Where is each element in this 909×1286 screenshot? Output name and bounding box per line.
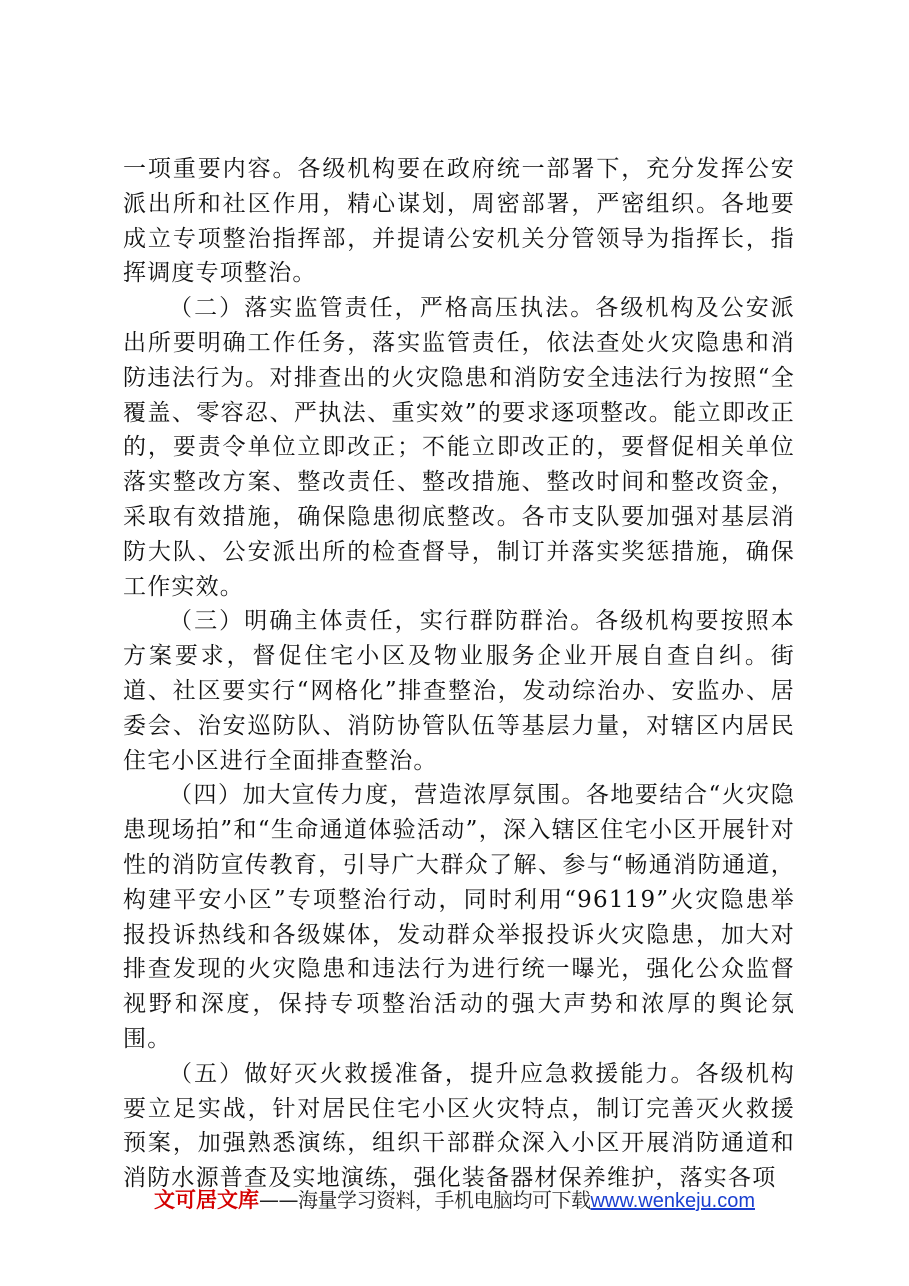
footer-url-link[interactable]: www.wenkeju.com — [590, 1190, 755, 1212]
paragraph-section-2: （二）落实监管责任，严格高压执法。各级机构及公安派出所要明确工作任务，落实监管责任，依法查处火灾隐患和消防违法行为。对排查出的火灾隐患和消防安全违法行为按照“全覆盖、零容忍、严执法、重实效”的要求逐项整改。能立即改正的，要责令单位立即改正；不能立即改正的，要督促相关单位落实整改方案、整改责任、整改措施、整改时间和整改资金，采取有效措施，确保隐患彻底整改。各市支队要加强对基层消防大队、公安派出所的检查督导，制订并落实奖惩措施，确保工作实效。 — [123, 295, 795, 600]
footer-tagline: ——海量学习资料，手机电脑均可下载 — [258, 1188, 591, 1212]
footer-brand: 文可居文库 — [153, 1188, 259, 1212]
page-footer — [0, 1184, 909, 1214]
paragraph-section-5: （五）做好灭火救援准备，提升应急救援能力。各级机构要立足实战，针对居民住宅小区火灾特点，制订完善灭火救援预案，加强熟悉演练，组织干部群众深入小区开展消防通道和消防水源普查及实地演练，强化装备器材保养维护，落实各项 — [123, 1060, 795, 1192]
paragraph-section-4: （四）加大宣传力度，营造浓厚氛围。各地要结合“火灾隐患现场拍”和“生命通道体验活动”，深入辖区住宅小区开展针对性的消防宣传教育，引导广大群众了解、参与“畅通消防通道，构建平安小区”专项整治行动，同时利用“96119”火灾隐患举报投诉热线和各级媒体，发动群众举报投诉火灾隐患，加大对排查发现的火灾隐患和违法行为进行统一曝光，强化公众监督视野和深度，保持专项整治活动的强大声势和浓厚的舆论氛围。 — [123, 782, 795, 1052]
paragraph-section-3: （三）明确主体责任，实行群防群治。各级机构要按照本方案要求，督促住宅小区及物业服务企业开展自查自纠。街道、社区要实行“网格化”排查整治，发动综治办、安监办、居委会、治安巡防队、消防协管队伍等基层力量，对辖区内居民住宅小区进行全面排查整治。 — [123, 608, 795, 774]
paragraph-continuation: 一项重要内容。各级机构要在政府统一部署下，充分发挥公安派出所和社区作用，精心谋划，周密部署，严密组织。各地要成立专项整治指挥部，并提请公安机关分管领导为指挥长，指挥调度专项整治。 — [123, 156, 795, 287]
document-body — [123, 152, 795, 1196]
